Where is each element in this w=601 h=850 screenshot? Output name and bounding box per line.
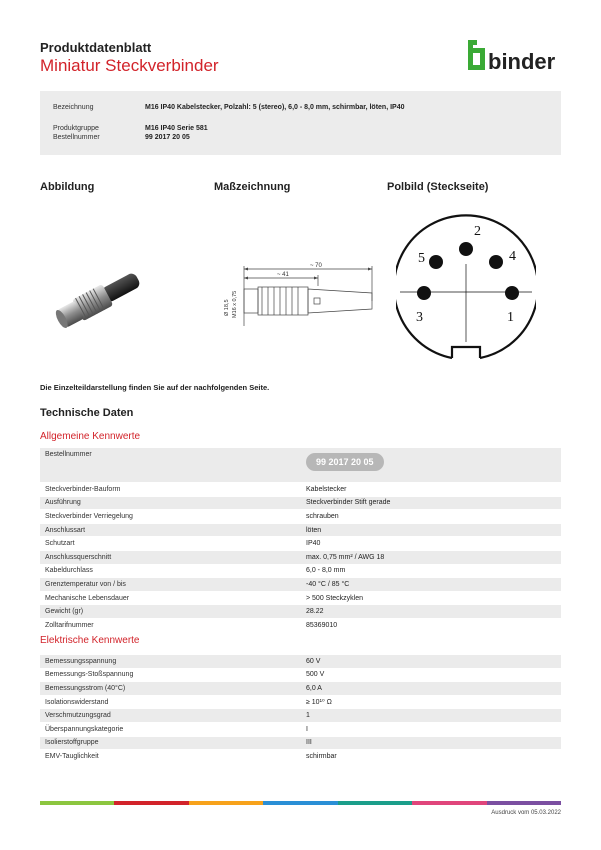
footer-color-segment <box>40 801 114 805</box>
general-values-heading: Allgemeine Kennwerte <box>40 431 141 442</box>
doc-type: Produktdatenblatt <box>40 40 152 55</box>
dim-partial: ~ 41 <box>277 272 289 278</box>
table-row <box>40 750 561 764</box>
spec-value: Steckverbinder Stift gerade <box>301 496 561 510</box>
table-row <box>40 483 561 497</box>
table-row <box>40 564 561 578</box>
dim-diameter: Ø 18,5 <box>224 299 230 316</box>
binder-logo-text: binder <box>488 49 556 72</box>
electrical-values-table <box>40 655 561 764</box>
table-row <box>40 591 561 605</box>
spec-value: 1 <box>301 709 561 723</box>
pin-1 <box>505 286 519 300</box>
spec-value: Kabelstecker <box>301 483 561 497</box>
spec-label: Schutzart <box>40 537 301 551</box>
spec-value: ≥ 10¹⁰ Ω <box>301 695 561 709</box>
spec-label: Ausführung <box>40 496 301 510</box>
product-image <box>48 262 148 342</box>
table-row <box>40 523 561 537</box>
pin-3-label: 3 <box>416 310 423 325</box>
bezeichnung-label: Bezeichnung <box>53 104 94 111</box>
tech-data-heading: Technische Daten <box>40 407 134 419</box>
table-row <box>40 618 561 632</box>
footer-color-segment <box>487 801 561 805</box>
info-box <box>40 91 561 155</box>
masszeichnung-heading: Maßzeichnung <box>214 181 291 193</box>
footer-color-segment <box>338 801 412 805</box>
note-text: Die Einzelteildarstellung finden Sie auf der nachfolgenden Seite. <box>40 383 270 392</box>
spec-value: schrauben <box>301 510 561 524</box>
polbild-heading: Polbild (Steckseite) <box>387 181 489 193</box>
pin-2 <box>459 242 473 256</box>
spec-value: I <box>301 722 561 736</box>
spec-value: > 500 Steckzyklen <box>301 591 561 605</box>
table-row <box>40 655 561 668</box>
pin-layout <box>396 202 536 364</box>
spec-label: Anschlussquerschnitt <box>40 550 301 564</box>
table-row <box>40 682 561 696</box>
spec-value: 60 V <box>301 655 561 668</box>
spec-value: 85369010 <box>301 618 561 632</box>
spec-value: 6,0 A <box>301 682 561 696</box>
table-row <box>40 736 561 750</box>
page-title: Miniatur Steckverbinder <box>40 56 219 75</box>
table-row <box>40 537 561 551</box>
spec-value: III <box>301 736 561 750</box>
spec-label: Isolierstoffgruppe <box>40 736 301 750</box>
binder-logo <box>468 38 564 72</box>
table-row <box>40 550 561 564</box>
dim-overall: ~ 70 <box>310 263 322 269</box>
binder-logo-mark-icon <box>468 40 485 70</box>
bestellnummer-value: 99 2017 20 05 <box>145 134 190 141</box>
spec-value: -40 °C / 85 °C <box>301 578 561 592</box>
table-row <box>40 510 561 524</box>
spec-value: 500 V <box>301 668 561 682</box>
pin-1-label: 1 <box>507 310 514 325</box>
spec-value: IP40 <box>301 537 561 551</box>
spec-label: Gewicht (gr) <box>40 605 301 619</box>
table-row <box>40 722 561 736</box>
spec-label: Kabeldurchlass <box>40 564 301 578</box>
order-number-label: Bestellnummer <box>40 448 301 483</box>
pin-4-label: 4 <box>509 249 516 264</box>
spec-label: EMV-Tauglichkeit <box>40 750 301 764</box>
table-row <box>40 578 561 592</box>
footer-color-segment <box>114 801 188 805</box>
spec-label: Grenztemperatur von / bis <box>40 578 301 592</box>
bezeichnung-value: M16 IP40 Kabelstecker, Polzahl: 5 (stereo), 6,0 - 8,0 mm, schirmbar, löten, IP40 <box>145 104 405 111</box>
bestellnummer-label: Bestellnummer <box>53 134 100 141</box>
spec-label: Zolltarifnummer <box>40 618 301 632</box>
pin-5 <box>429 255 443 269</box>
spec-label: Bemessungsspannung <box>40 655 301 668</box>
order-number-badge: 99 2017 20 05 <box>306 453 384 471</box>
spec-value: 28.22 <box>301 605 561 619</box>
produktgruppe-value: M16 IP40 Serie 581 <box>145 125 208 132</box>
footer-color-segment <box>263 801 337 805</box>
spec-label: Bemessungs-Stoßspannung <box>40 668 301 682</box>
spec-label: Anschlussart <box>40 523 301 537</box>
produktgruppe-label: Produktgruppe <box>53 125 99 132</box>
spec-value: löten <box>301 523 561 537</box>
footer-color-bar <box>40 801 561 805</box>
spec-label: Bemessungsstrom (40°C) <box>40 682 301 696</box>
footer-color-segment <box>412 801 486 805</box>
spec-value: 6,0 - 8,0 mm <box>301 564 561 578</box>
abbildung-heading: Abbildung <box>40 181 95 193</box>
general-values-table <box>40 448 561 633</box>
spec-label: Verschmutzungsgrad <box>40 709 301 723</box>
spec-label: Überspannungskategorie <box>40 722 301 736</box>
table-row <box>40 448 561 483</box>
spec-value: max. 0,75 mm² / AWG 18 <box>301 550 561 564</box>
dimension-drawing <box>222 256 382 336</box>
electrical-values-heading: Elektrische Kennwerte <box>40 635 140 646</box>
table-row <box>40 496 561 510</box>
spec-label: Isolationswiderstand <box>40 695 301 709</box>
spec-value: schirmbar <box>301 750 561 764</box>
table-row <box>40 605 561 619</box>
pin-2-label: 2 <box>474 224 481 239</box>
table-row <box>40 709 561 723</box>
print-date: Ausdruck vom 05.03.2022 <box>491 810 561 816</box>
footer-color-segment <box>189 801 263 805</box>
spec-label: Mechanische Lebensdauer <box>40 591 301 605</box>
pin-5-label: 5 <box>418 251 425 266</box>
pin-3 <box>417 286 431 300</box>
spec-label: Steckverbinder Verriegelung <box>40 510 301 524</box>
pin-4 <box>489 255 503 269</box>
table-row <box>40 695 561 709</box>
dim-thread: M16 x 0,75 <box>232 290 238 318</box>
spec-label: Steckverbinder-Bauform <box>40 483 301 497</box>
table-row <box>40 668 561 682</box>
